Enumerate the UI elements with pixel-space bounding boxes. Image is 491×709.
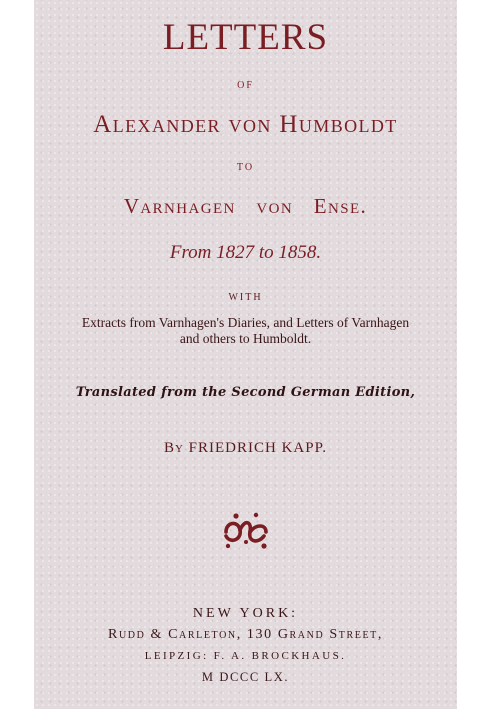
to-connector: TO: [236, 162, 255, 173]
author-name: Alexander von Humboldt: [93, 111, 398, 138]
extracts-line-2: and others to Humboldt.: [179, 331, 312, 346]
recipient-name: Varnhagen von Ense.: [123, 194, 368, 218]
book-title: LETTERS: [162, 17, 329, 58]
co-publisher: LEIPZIG: F. A. BROCKHAUS.: [144, 650, 347, 662]
publisher-city: NEW YORK:: [192, 606, 299, 621]
printer-ornament-icon: [220, 510, 272, 550]
publisher-address: Rudd & Carleton, 130 Grand Street,: [108, 627, 383, 642]
title-page: [34, 0, 457, 709]
publication-year: M DCCC LX.: [201, 670, 290, 684]
extracts-description: [34, 315, 457, 347]
translation-note: Translated from the Second German Edition,: [75, 385, 416, 400]
with-connector: WITH: [228, 292, 263, 303]
extracts-line-1: Extracts from Varnhagen's Diaries, and Letters of Varnhagen: [81, 315, 410, 330]
date-range: From 1827 to 1858.: [169, 242, 322, 263]
translator-credit: By FRIEDRICH KAPP.: [163, 440, 328, 456]
of-connector: OF: [237, 80, 254, 91]
